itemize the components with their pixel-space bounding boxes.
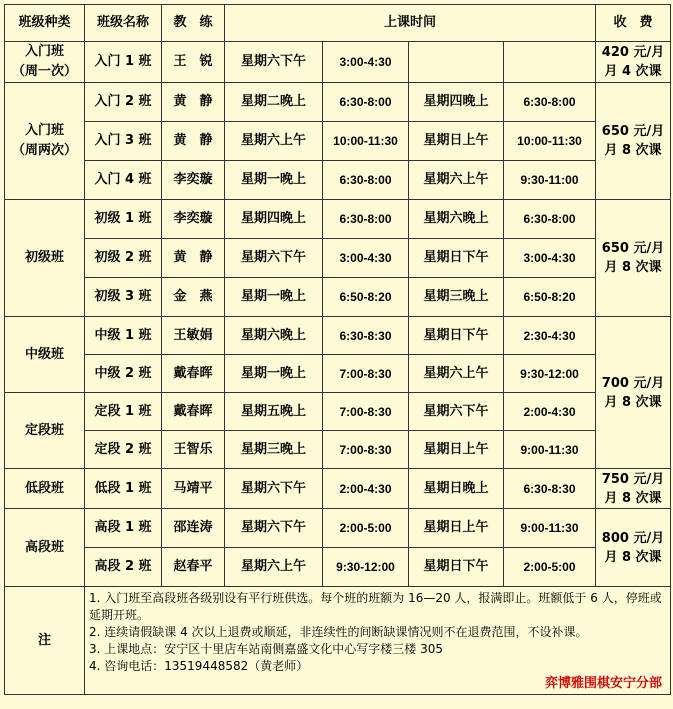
time-2: 6:30-8:00 xyxy=(504,83,596,122)
notes-label: 注 xyxy=(5,587,85,695)
fee: 420 元/月 月 4 次课 xyxy=(596,42,671,83)
fee: 650 元/月 月 8 次课 xyxy=(596,200,671,317)
table-row xyxy=(5,509,671,548)
time-2: 2:30-4:30 xyxy=(504,317,596,355)
notes-row xyxy=(5,587,671,695)
day-1: 星期二晚上 xyxy=(225,83,323,122)
class-kind: 初级班 xyxy=(5,200,85,317)
day-2 xyxy=(409,42,504,83)
time-1: 3:00-4:30 xyxy=(323,42,409,83)
time-1: 9:30-12:00 xyxy=(323,548,409,587)
note-line: 4. 咨询电话：13519448582（黄老师） xyxy=(89,659,309,673)
day-2: 星期四晚上 xyxy=(409,83,504,122)
table-row xyxy=(5,431,671,469)
day-2: 星期日上午 xyxy=(409,509,504,548)
coach-name: 黄 静 xyxy=(162,83,225,122)
class-name: 定段 2 班 xyxy=(85,431,162,469)
day-1: 星期六下午 xyxy=(225,509,323,548)
coach-name: 黄 静 xyxy=(162,239,225,278)
day-1: 星期六下午 xyxy=(225,42,323,83)
day-2: 星期六晚上 xyxy=(409,200,504,239)
table-row xyxy=(5,83,671,122)
class-name: 定段 1 班 xyxy=(85,393,162,431)
time-1: 2:00-4:30 xyxy=(323,469,409,509)
day-2: 星期六下午 xyxy=(409,393,504,431)
notes-content xyxy=(85,587,671,695)
class-name: 高段 2 班 xyxy=(85,548,162,587)
class-name: 入门 3 班 xyxy=(85,122,162,161)
time-2: 6:50-8:20 xyxy=(504,278,596,317)
time-1: 6:30-8:00 xyxy=(323,161,409,200)
table-row xyxy=(5,317,671,355)
time-1: 2:00-5:00 xyxy=(323,509,409,548)
coach-name: 黄 静 xyxy=(162,122,225,161)
class-kind: 中级班 xyxy=(5,317,85,393)
day-1: 星期六上午 xyxy=(225,122,323,161)
time-2: 3:00-4:30 xyxy=(504,239,596,278)
class-name: 高段 1 班 xyxy=(85,509,162,548)
header-name: 班级名称 xyxy=(85,5,162,42)
note-line: 1. 入门班至高段班各级别设有平行班供选。每个班的班额为 16—20 人，报满即止。班额低于 6 人，停班或延期开班。 xyxy=(89,591,662,622)
fee: 750 元/月 月 8 次课 xyxy=(596,469,671,509)
time-1: 7:00-8:30 xyxy=(323,355,409,393)
day-1: 星期六下午 xyxy=(225,239,323,278)
note-line: 3. 上课地点：安宁区十里店车站南侧嘉盛文化中心写字楼三楼 305 xyxy=(89,642,443,656)
table-row xyxy=(5,239,671,278)
coach-name: 邵连涛 xyxy=(162,509,225,548)
day-1: 星期一晚上 xyxy=(225,355,323,393)
day-2: 星期日上午 xyxy=(409,431,504,469)
header-row xyxy=(5,5,671,42)
coach-name: 戴春晖 xyxy=(162,355,225,393)
coach-name: 王敏娟 xyxy=(162,317,225,355)
class-kind: 定段班 xyxy=(5,393,85,469)
day-2: 星期日下午 xyxy=(409,239,504,278)
day-2: 星期日下午 xyxy=(409,548,504,587)
class-name: 低段 1 班 xyxy=(85,469,162,509)
time-1: 6:30-8:30 xyxy=(323,317,409,355)
time-2: 6:30-8:30 xyxy=(504,469,596,509)
time-2: 6:30-8:00 xyxy=(504,200,596,239)
time-2 xyxy=(504,42,596,83)
table-row xyxy=(5,355,671,393)
time-1: 6:50-8:20 xyxy=(323,278,409,317)
time-2: 9:00-11:30 xyxy=(504,431,596,469)
class-kind: 入门班 （周一次） xyxy=(5,42,85,83)
fee: 800 元/月 月 8 次课 xyxy=(596,509,671,587)
day-2: 星期日上午 xyxy=(409,122,504,161)
class-name: 初级 3 班 xyxy=(85,278,162,317)
class-name: 中级 2 班 xyxy=(85,355,162,393)
signature: 弈博雅围棋安宁分部 xyxy=(545,676,663,691)
coach-name: 李奕璇 xyxy=(162,200,225,239)
time-2: 2:00-5:00 xyxy=(504,548,596,587)
coach-name: 戴春晖 xyxy=(162,393,225,431)
day-1: 星期六下午 xyxy=(225,469,323,509)
table-row xyxy=(5,548,671,587)
day-2: 星期日下午 xyxy=(409,317,504,355)
header-kind: 班级种类 xyxy=(5,5,85,42)
class-name: 中级 1 班 xyxy=(85,317,162,355)
day-1: 星期六上午 xyxy=(225,548,323,587)
class-name: 入门 1 班 xyxy=(85,42,162,83)
coach-name: 马靖平 xyxy=(162,469,225,509)
day-2: 星期日晚上 xyxy=(409,469,504,509)
class-name: 初级 1 班 xyxy=(85,200,162,239)
header-time: 上课时间 xyxy=(225,5,596,42)
fee: 700 元/月 月 8 次课 xyxy=(596,317,671,469)
class-name: 初级 2 班 xyxy=(85,239,162,278)
day-1: 星期三晚上 xyxy=(225,431,323,469)
time-1: 10:00-11:30 xyxy=(323,122,409,161)
coach-name: 王智乐 xyxy=(162,431,225,469)
day-1: 星期四晚上 xyxy=(225,200,323,239)
coach-name: 李奕璇 xyxy=(162,161,225,200)
table-row xyxy=(5,122,671,161)
day-1: 星期六晚上 xyxy=(225,317,323,355)
table-row xyxy=(5,161,671,200)
coach-name: 赵春平 xyxy=(162,548,225,587)
time-2: 9:00-11:30 xyxy=(504,509,596,548)
table-row xyxy=(5,469,671,509)
header-fee: 收 费 xyxy=(596,5,671,42)
table-row xyxy=(5,393,671,431)
header-coach: 教 练 xyxy=(162,5,225,42)
class-kind: 入门班 （周两次） xyxy=(5,83,85,200)
day-2: 星期六上午 xyxy=(409,161,504,200)
time-1: 3:00-4:30 xyxy=(323,239,409,278)
class-schedule-table xyxy=(4,4,671,695)
time-1: 7:00-8:30 xyxy=(323,431,409,469)
table-row xyxy=(5,200,671,239)
day-2: 星期三晚上 xyxy=(409,278,504,317)
day-2: 星期六上午 xyxy=(409,355,504,393)
coach-name: 王 锐 xyxy=(162,42,225,83)
time-2: 9:30-12:00 xyxy=(504,355,596,393)
class-name: 入门 4 班 xyxy=(85,161,162,200)
note-line: 2. 连续请假缺课 4 次以上退费或顺延，非连续性的间断缺课情况则不在退费范围，不设补课。 xyxy=(89,625,588,639)
day-1: 星期一晚上 xyxy=(225,161,323,200)
day-1: 星期一晚上 xyxy=(225,278,323,317)
time-1: 7:00-8:30 xyxy=(323,393,409,431)
time-2: 10:00-11:30 xyxy=(504,122,596,161)
time-1: 6:30-8:00 xyxy=(323,83,409,122)
table-row xyxy=(5,42,671,83)
time-2: 2:00-4:30 xyxy=(504,393,596,431)
fee: 650 元/月 月 8 次课 xyxy=(596,83,671,200)
class-name: 入门 2 班 xyxy=(85,83,162,122)
day-1: 星期五晚上 xyxy=(225,393,323,431)
coach-name: 金 燕 xyxy=(162,278,225,317)
table-row xyxy=(5,278,671,317)
time-2: 9:30-11:00 xyxy=(504,161,596,200)
time-1: 6:30-8:00 xyxy=(323,200,409,239)
class-kind: 低段班 xyxy=(5,469,85,509)
class-kind: 高段班 xyxy=(5,509,85,587)
